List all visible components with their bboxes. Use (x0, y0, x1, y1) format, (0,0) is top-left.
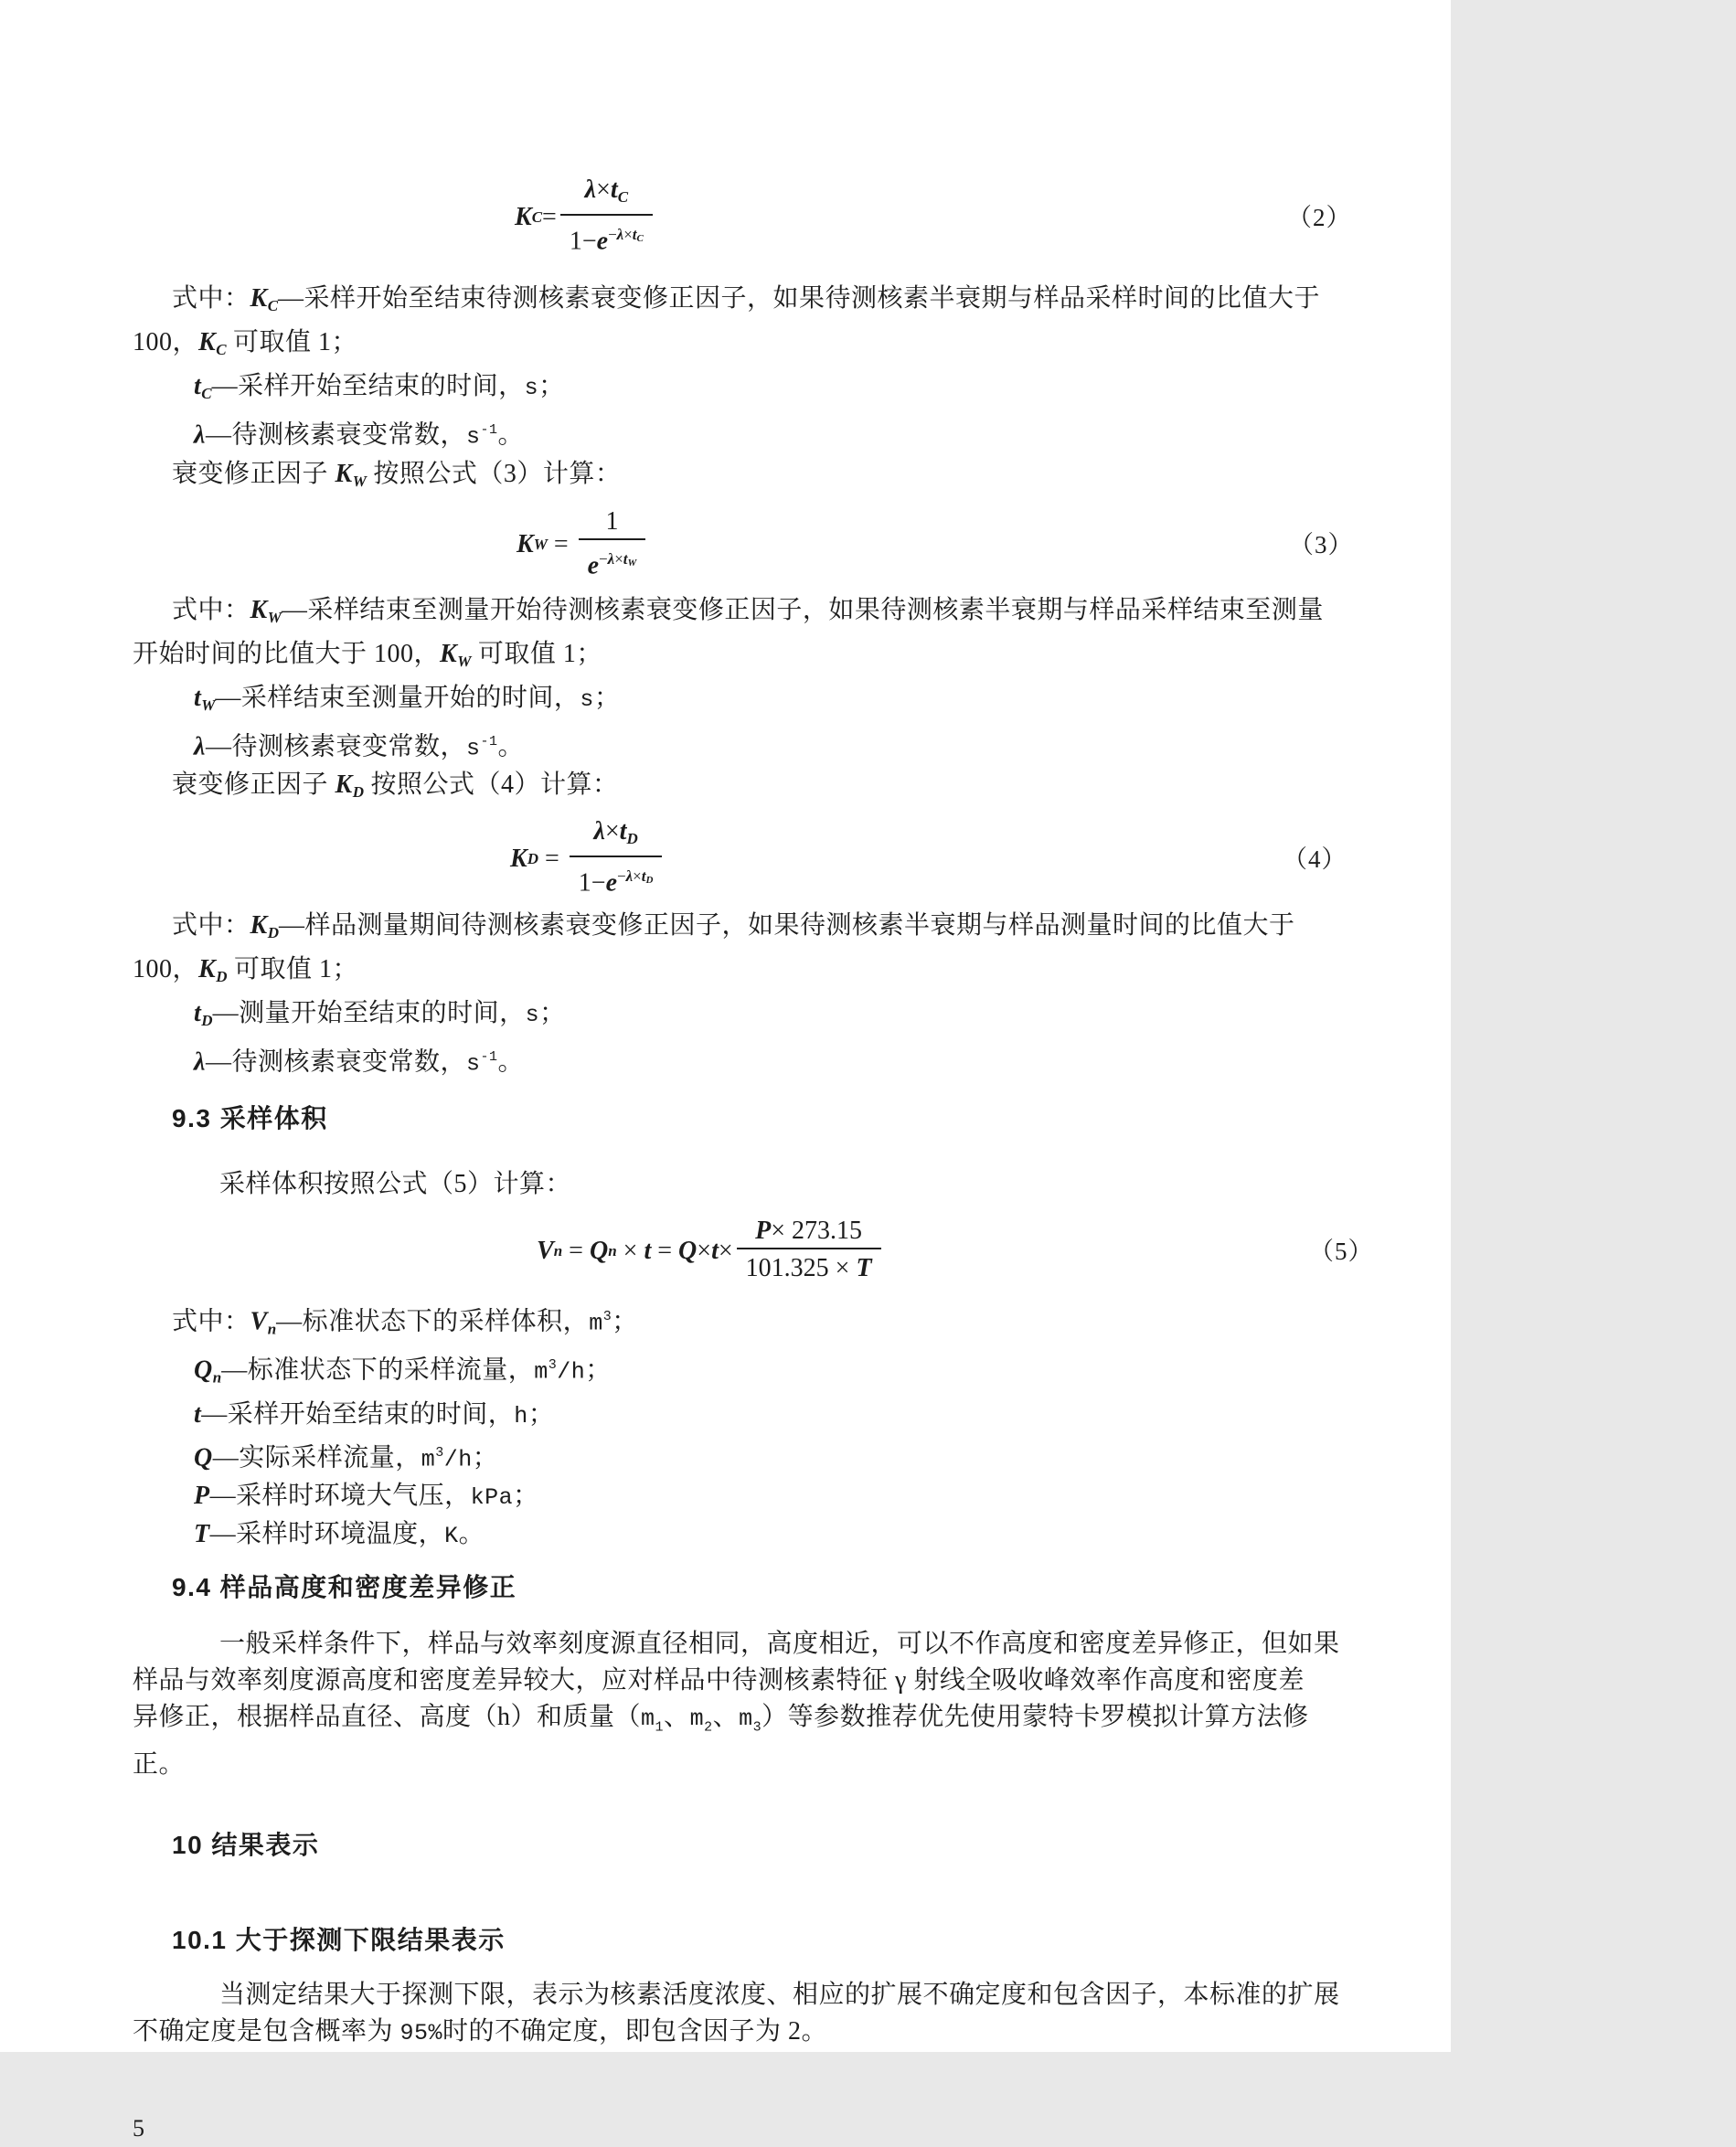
fraction-denominator (570, 856, 663, 902)
text-run: m (641, 1705, 655, 1732)
exponent (599, 550, 636, 568)
fraction-denominator (560, 214, 653, 260)
math-symbol: K (250, 595, 268, 624)
text-run: 一般采样条件下，样品与效率刻度源直径相同，高度相近，可以不作高度和密度差异修正，但如果 (219, 1629, 1340, 1658)
text-run: m (689, 1705, 705, 1732)
text-run: 。 (497, 1047, 524, 1076)
text-run: W (352, 472, 367, 490)
math-symbol: t (623, 549, 628, 568)
text-run: 3 (435, 1444, 444, 1461)
text-line (133, 2014, 1332, 2052)
text-run: 可取值 1； (471, 639, 602, 668)
text-run: kPa (470, 1483, 514, 1511)
text-run: D (267, 923, 279, 941)
text-run: W (267, 608, 282, 626)
text-run: × (718, 1236, 733, 1265)
text-run: 式中： (172, 1307, 250, 1336)
page-number: 5 (133, 2114, 144, 2142)
math-symbol: e (605, 868, 617, 898)
text-run: 按照公式（4）计算： (363, 771, 619, 800)
text-run: D (352, 783, 364, 802)
math-symbol: λ (607, 549, 615, 568)
text-run: W (457, 652, 472, 670)
text-run: ； (513, 1481, 539, 1510)
math-symbol: λ (584, 175, 597, 204)
math-symbol: λ (194, 420, 206, 450)
text-run: —采样时环境温度， (209, 1519, 445, 1548)
math-symbol: V (537, 1236, 554, 1265)
text-line (172, 592, 1332, 636)
math-symbol: t (194, 372, 202, 401)
text-run: 100， (133, 328, 199, 357)
math-symbol: T (194, 1519, 210, 1548)
text-run: × (616, 1236, 644, 1265)
text-line (133, 636, 1332, 680)
text-run: = (538, 844, 566, 873)
math-symbol: λ (593, 817, 605, 846)
text-run: 采样体积按照公式（5）计算： (219, 1169, 572, 1198)
math-symbol: K (250, 284, 268, 314)
text-run: /h (443, 1445, 473, 1472)
text-run: D (645, 875, 654, 887)
math-symbol: λ (616, 226, 624, 243)
text-line (194, 1516, 1332, 1555)
text-run: -1 (480, 1048, 498, 1065)
text-run: × (697, 1236, 712, 1265)
text-run: s (525, 1001, 540, 1028)
text-run: 。 (497, 420, 524, 450)
text-run: 、 (712, 1702, 740, 1731)
text-run: K (444, 1522, 459, 1549)
text-run: 衰变修正因子 (172, 459, 335, 488)
text-run: s (465, 735, 481, 762)
math-symbol: t (194, 683, 202, 712)
text-line (133, 324, 1332, 368)
document-body (133, 174, 1374, 2052)
text-run: n (608, 1241, 617, 1260)
math-symbol: K (510, 844, 527, 873)
text-run: C (531, 207, 543, 226)
text-run: C (267, 297, 279, 315)
text-run: 异修正，根据样品直径、高度（h）和质量（ (133, 1702, 642, 1731)
text-run: = (562, 1236, 590, 1265)
math-symbol: Q (589, 1236, 609, 1265)
text-run: 可取值 1； (226, 328, 358, 357)
math-symbol: K (250, 910, 268, 940)
text-line (219, 1626, 1340, 1663)
math-symbol: Q (194, 1355, 213, 1385)
text-run: W (201, 696, 216, 714)
section-heading-10: 10 结果表示 (172, 1830, 320, 1859)
text-run: m (739, 1705, 753, 1732)
math-symbol: t (641, 867, 646, 886)
formula-4 (510, 815, 1709, 902)
text-line (172, 908, 1332, 951)
text-line (194, 995, 1332, 1039)
text-run: ； (539, 998, 566, 1027)
math-symbol: λ (194, 732, 206, 761)
text-run: D (201, 1011, 213, 1029)
text-line (194, 1397, 1332, 1435)
math-symbol: Q (678, 1236, 698, 1265)
math-symbol: λ (625, 867, 634, 886)
text-run: —采样开始至结束待测核素衰变修正因子，如果待测核素半衰期与样品采样时间的比值大于 (278, 284, 1321, 314)
text-run: − (599, 549, 608, 568)
text-line (133, 1747, 1332, 1783)
fraction (737, 1215, 881, 1288)
math-symbol: V (250, 1307, 268, 1336)
text-run: —待测核素衰变常数， (205, 732, 466, 761)
fraction-numerator (576, 174, 637, 214)
text-run: W (533, 536, 548, 554)
text-run: —采样开始至结束的时间， (201, 1399, 515, 1429)
text-run: = (547, 530, 575, 559)
text-run: —采样结束至测量开始待测核素衰变修正因子，如果待测核素半衰期与样品采样结束至测量 (281, 595, 1324, 624)
text-run: 可取值 1； (227, 954, 358, 983)
math-symbol: K (517, 530, 534, 559)
text-run: C (636, 233, 644, 244)
text-run: × 273.15 (771, 1216, 863, 1245)
math-symbol: e (587, 550, 600, 579)
text-run: —采样时环境大气压， (209, 1481, 471, 1510)
text-run: 1− (569, 227, 597, 256)
math-symbol: t (610, 175, 618, 204)
formula-3 (517, 505, 1716, 585)
text-run: -1 (480, 422, 498, 439)
text-run: ； (585, 1355, 612, 1385)
text-line (194, 1478, 1332, 1516)
text-run: ； (538, 372, 565, 401)
text-run: 式中： (172, 595, 250, 624)
text-run: D (527, 849, 538, 867)
text-run: —待测核素衰变常数， (205, 420, 466, 450)
text-run: n (267, 1320, 277, 1338)
fraction-numerator (596, 505, 627, 538)
equation-body (517, 505, 645, 585)
math-symbol: P (755, 1216, 772, 1245)
text-run: 正。 (133, 1749, 186, 1779)
text-run: ； (472, 1442, 499, 1472)
text-run: 1 (655, 1719, 665, 1736)
text-run: s (465, 423, 481, 451)
text-run: —样品测量期间待测核素衰变修正因子，如果待测核素半衰期与样品测量时间的比值大于 (278, 910, 1295, 940)
text-run: m (534, 1358, 548, 1386)
text-run: × (604, 817, 620, 846)
text-run: h (514, 1402, 528, 1430)
text-run: C (201, 385, 212, 403)
text-run: s (524, 375, 539, 402)
text-run: 95% (399, 2019, 443, 2046)
text-run: n (553, 1241, 563, 1260)
text-run: 、 (664, 1702, 690, 1731)
text-run: C (617, 188, 629, 206)
text-run: × (596, 175, 611, 204)
text-run: D (216, 967, 228, 985)
text-run: —采样开始至结束的时间， (211, 372, 525, 401)
equation-body (537, 1215, 881, 1288)
text-run: —标准状态下的采样体积， (276, 1307, 590, 1336)
text-line (133, 1663, 1332, 1699)
text-run: × (623, 226, 633, 243)
section-heading-10-1: 10.1 大于探测下限结果表示 (172, 1925, 506, 1954)
text-run: 1 (605, 506, 619, 536)
math-symbol: λ (194, 1047, 206, 1076)
text-run: 衰变修正因子 (172, 771, 335, 800)
text-run: ）等参数推荐优先使用蒙特卡罗模拟计算方法修 (761, 1702, 1309, 1731)
text-line (219, 1166, 1332, 1203)
math-symbol: K (198, 954, 217, 983)
math-symbol: e (596, 227, 609, 256)
section-heading-9-3: 9.3 采样体积 (172, 1103, 328, 1132)
text-run: /h (557, 1358, 586, 1386)
text-run: ； (593, 683, 621, 712)
text-run: 按照公式（3）计算： (366, 459, 622, 488)
text-run: C (216, 341, 227, 359)
text-run: 3 (548, 1357, 558, 1374)
text-run: 样品与效率刻度源高度和密度差异较大，应对样品中待测核素特征 γ 射线全吸收峰效率作高度和密度差 (133, 1665, 1305, 1695)
text-run: × (633, 867, 642, 886)
text-run: 时的不确定度，即包含因子为 2。 (442, 2016, 828, 2046)
text-run: 。 (497, 732, 524, 761)
text-run: 1− (578, 868, 606, 898)
fraction (570, 815, 663, 902)
text-run: —标准状态下的采样流量， (221, 1355, 535, 1385)
text-line (133, 951, 1332, 995)
text-run: − (617, 867, 626, 886)
fraction-numerator (746, 1215, 871, 1248)
text-run: × (614, 549, 623, 568)
fraction-numerator (584, 815, 646, 856)
text-run: 2 (704, 1719, 713, 1736)
text-run: 3 (752, 1719, 762, 1736)
text-run: —测量开始至结束的时间， (212, 998, 526, 1027)
text-run: D (626, 830, 638, 848)
text-run: 式中： (172, 284, 250, 314)
math-symbol: t (632, 226, 637, 243)
math-symbol: K (515, 202, 532, 231)
math-symbol: t (194, 1399, 202, 1429)
equation-number: （4） (1283, 845, 1347, 873)
equation-body (510, 815, 662, 902)
equation-body (515, 174, 653, 260)
text-run: = (542, 202, 557, 231)
text-run: n (212, 1368, 222, 1387)
equation-number: （3） (1289, 531, 1354, 559)
text-run: s (580, 686, 594, 713)
math-symbol: t (619, 817, 627, 846)
math-symbol: P (194, 1481, 210, 1510)
text-run: 当测定结果大于探测下限，表示为核素活度浓度、相应的扩展不确定度和包含因子，本标准的扩展 (219, 1980, 1340, 2009)
text-line (133, 1699, 1332, 1747)
exponent (617, 867, 653, 885)
exponent (608, 226, 644, 243)
text-line (194, 1435, 1332, 1478)
text-line (194, 724, 1332, 767)
text-run: 100， (133, 954, 199, 983)
text-run: -1 (480, 733, 498, 749)
text-run: —待测核素衰变常数， (205, 1047, 466, 1076)
fraction (560, 174, 653, 260)
text-run: 3 (602, 1308, 612, 1324)
text-line (172, 281, 1332, 324)
fraction (579, 505, 646, 585)
text-run: ； (527, 1399, 555, 1429)
text-line (194, 1039, 1332, 1082)
math-symbol: K (198, 328, 217, 357)
equation-number: （5） (1309, 1237, 1374, 1265)
text-run: 式中： (172, 910, 250, 940)
math-symbol: t (711, 1236, 719, 1265)
text-run: W (627, 557, 637, 569)
math-symbol: T (856, 1253, 872, 1282)
text-line (194, 368, 1332, 412)
text-run: 不确定度是包含概率为 (133, 2016, 400, 2046)
formula-5 (537, 1215, 1736, 1288)
text-line (172, 767, 1332, 811)
text-run: − (608, 226, 617, 243)
text-line (172, 1299, 1332, 1347)
fraction-denominator (737, 1248, 881, 1288)
math-symbol: K (440, 639, 458, 668)
formula-2 (515, 174, 1714, 260)
text-run: = (651, 1236, 679, 1265)
text-line (172, 456, 1332, 500)
text-line (194, 680, 1332, 724)
section-heading-9-4: 9.4 样品高度和密度差异修正 (172, 1572, 517, 1601)
text-run: 。 (458, 1519, 485, 1548)
text-run: 101.325 × (745, 1253, 857, 1282)
math-symbol: Q (194, 1442, 213, 1472)
text-run: 开始时间的比值大于 100， (133, 639, 441, 668)
equation-number: （2） (1287, 203, 1352, 231)
text-line (194, 1347, 1332, 1396)
math-symbol: t (194, 998, 202, 1027)
text-run: m (421, 1445, 436, 1472)
text-run: —实际采样流量， (212, 1442, 421, 1472)
math-symbol: t (644, 1236, 652, 1265)
text-run: m (589, 1310, 603, 1337)
math-symbol: K (335, 771, 353, 800)
text-run: —采样结束至测量开始的时间， (215, 683, 580, 712)
text-line (194, 412, 1332, 455)
fraction-denominator (579, 538, 646, 585)
text-line (219, 1977, 1340, 2014)
text-run: s (465, 1049, 481, 1077)
text-run: ； (612, 1307, 638, 1336)
math-symbol: K (335, 459, 353, 488)
